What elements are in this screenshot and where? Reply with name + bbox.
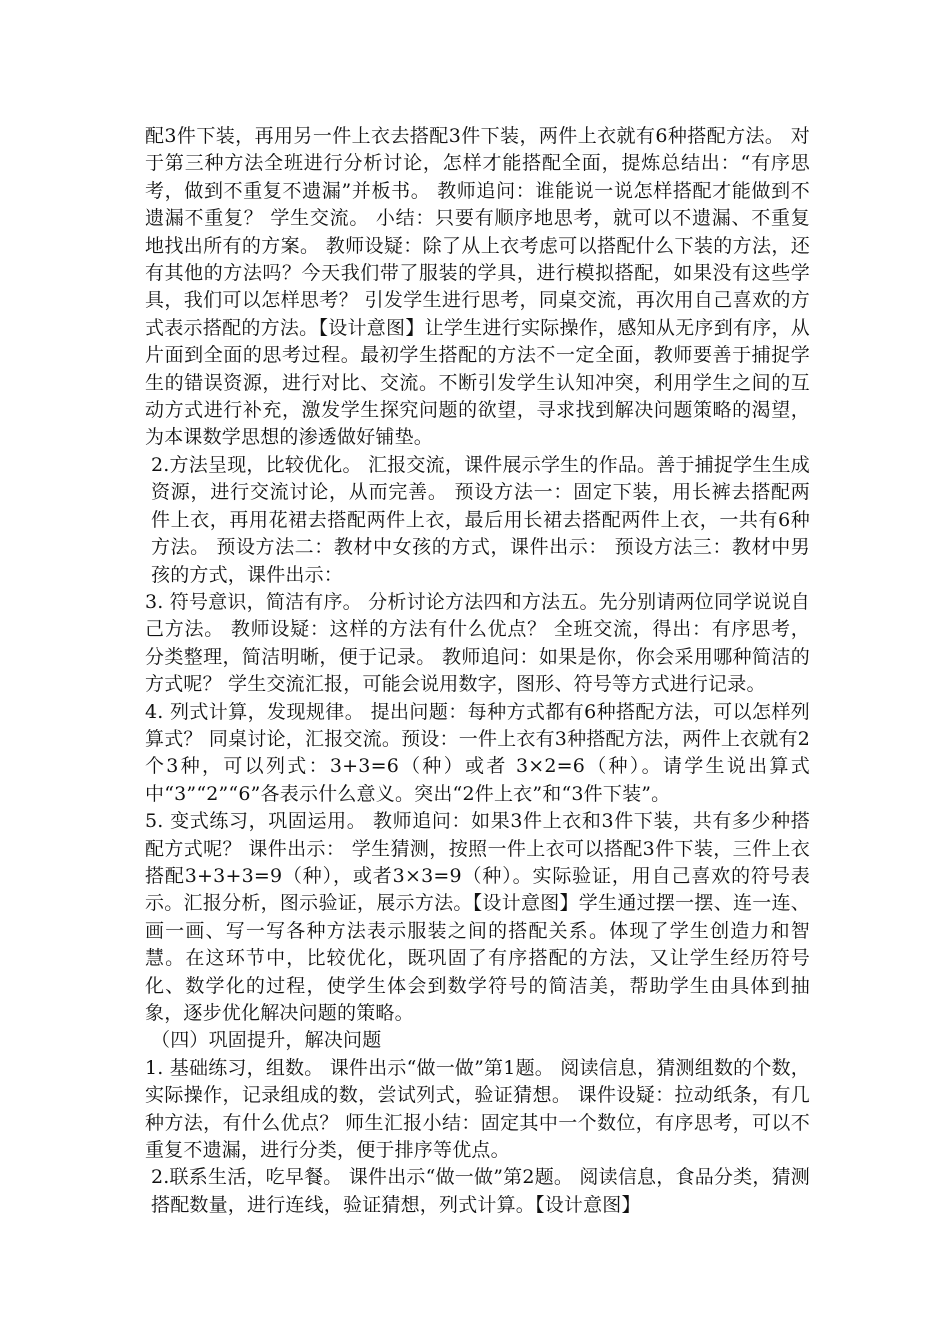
- document-body: [145, 123, 810, 1219]
- section-heading-consolidation: （四）巩固提升，解决问题: [151, 1029, 382, 1052]
- paragraph-variant-practice: 5. 变式练习，巩固运用。 教师追问：如果3件上衣和3件下装，共有多少种搭配方式呢？ 课件出示： 学生猜测，按照一件上衣可以搭配3件下装，三件上衣搭配3+3+3=9（种），或者3×3=9（种）。实际验证，用自己喜欢的符号表示。汇报分析，图示验证，展示方法。【设计意图】学生通过摆一摆、连一连、画一画、写一写各种方法表示服装之间的搭配关系。体现了学生创造力和智慧。在这环节中，比较优化，既巩固了有序搭配的方法，又让学生经历符号化、数学化的过程，使学生体会到数学符号的简洁美，帮助学生由具体到抽象，逐步优化解决问题的策略。: [145, 810, 810, 1024]
- paragraph-breakfast: 2.联系生活，吃早餐。 课件出示“做一做”第2题。 阅读信息，食品分类，猜测搭配数量，进行连线，验证猜想，列式计算。【设计意图】: [151, 1166, 810, 1216]
- paragraph-continuation: 配3件下装，再用另一件上衣去搭配3件下装，两件上衣就有6种搭配方法。 对于第三种方法全班进行分析讨论，怎样才能搭配全面，提炼总结出：“有序思考，做到不重复不遗漏”并板书。 教师追问：谁能说一说怎样搭配才能做到不遗漏不重复？ 学生交流。 小结：只要有顺序地思考，就可以不遗漏、不重复地找出所有的方案。 教师设疑：除了从上衣考虑可以搭配什么下装的方法，还有其他的方法吗？今天我们带了服装的学具，进行模拟搭配，如果没有这些学具，我们可以怎样思考？ 引发学生进行思考，同桌交流，再次用自己喜欢的方式表示搭配的方法。【设计意图】让学生进行实际操作，感知从无序到有序，从片面到全面的思考过程。最初学生搭配的方法不一定全面，教师要善于捕捉学生的错误资源，进行对比、交流。不断引发学生认知冲突，利用学生之间的互动方式进行补充，激发学生探究问题的欲望，寻求找到解决问题策略的渴望，为本课数学思想的渗透做好铺垫。: [145, 125, 810, 449]
- paragraph-method-presentation: 2.方法呈现，比较优化。 汇报交流，课件展示学生的作品。善于捕捉学生生成资源，进行交流讨论，从而完善。 预设方法一：固定下装，用长裤去搭配两件上衣，再用花裙去搭配两件上衣，最后用长裙去搭配两件上衣，一共有6种方法。 预设方法二：教材中女孩的方式，课件出示： 预设方法三：教材中男孩的方式，课件出示：: [151, 453, 810, 586]
- paragraph-basic-exercise: 1. 基础练习，组数。 课件出示“做一做”第1题。 阅读信息，猜测组数的个数，实际操作，记录组成的数，尝试列式，验证猜想。 课件设疑：拉动纸条，有几种方法，有什么优点？ 师生汇报小结：固定其中一个数位，有序思考，可以不重复不遗漏，进行分类，便于排序等优点。: [145, 1056, 810, 1162]
- paragraph-calculation: 4. 列式计算，发现规律。 提出问题：每种方式都有6种搭配方法，可以怎样列算式？ 同桌讨论，汇报交流。预设：一件上衣有3种搭配方法，两件上衣就有2个3种，可以列式：3+3=6（种）或者 3×2=6（种）。请学生说出算式中“3”“2”“6”各表示什么意义。突出“2件上衣”和“3件下装”。: [145, 700, 810, 805]
- paragraph-symbol-awareness: 3. 符号意识，简洁有序。 分析讨论方法四和方法五。先分别请两位同学说说自己方法。 教师设疑：这样的方法有什么优点？ 全班交流，得出：有序思考，分类整理，简洁明晰，便于记录。 教师追问：如果是你，你会采用哪种简洁的方式呢？ 学生交流汇报，可能会说用数字，图形、符号等方式进行记录。: [145, 590, 810, 696]
